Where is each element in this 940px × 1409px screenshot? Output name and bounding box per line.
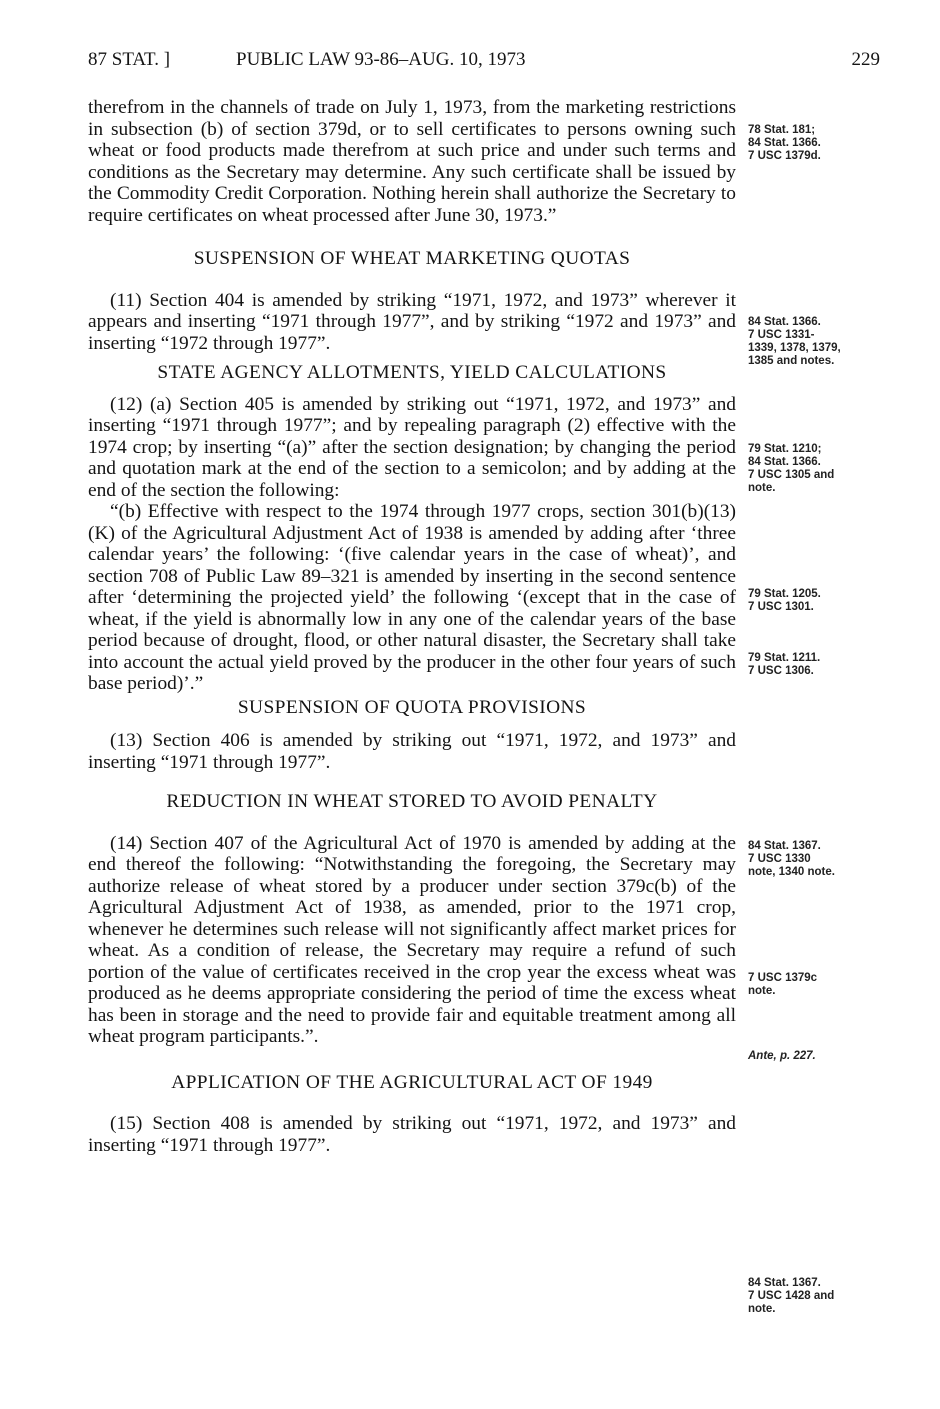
- paragraph-11: (11) Section 404 is amended by striking “1971, 1972, and 1973” wherever it appears and inserting “1971 through 1977”, and by striking “1972 and 1973” and inserting “1972 through 1977”.: [88, 289, 736, 354]
- paragraph-intro: therefrom in the channels of trade on July 1, 1973, from the marketing restrictions in subsection (b) of section 379d, or to sell certificates to persons owning such wheat or food products made therefrom at such price and under such terms and conditions as the Secretary may determine. Any such certificate shall be issued by the Commodity Credit Corporation. Nothing herein shall authorize the Secretary to require certificates on wheat processed after June 30, 1973.”: [88, 97, 736, 226]
- header-statute-volume: 87 STAT. ]: [88, 49, 171, 70]
- paragraph-15: (15) Section 408 is amended by striking out “1971, 1972, and 1973” and inserting “1971 through 1977”.: [88, 1113, 736, 1156]
- page-number: 229: [851, 49, 880, 70]
- paragraph-14: (14) Section 407 of the Agricultural Act of 1970 is amended by adding at the end thereof the following: “Notwithstanding the foregoing, the Secretary may authorize release of wheat stored by a producer under section 379c(b) of the Agricultural Adjustment Act of 1938, as amended, prior to the 1971 crop, whenever he determines such release will not significantly affect market prices for wheat. As a condition of release, the Secretary may require a refund of such portion of the value of certificates received in the crop year the excess wheat was produced as he deems appropriate considering the period of time the excess wheat has been in storage and the need to provide fair and equitable treatment among all wheat program participants.”.: [88, 832, 736, 1047]
- margin-note-84-stat-1367: 84 Stat. 1367. 7 USC 1330 note, 1340 note.: [748, 840, 835, 878]
- header-title: PUBLIC LAW 93-86–AUG. 10, 1973: [236, 49, 526, 70]
- heading-reduction-wheat-stored: REDUCTION IN WHEAT STORED TO AVOID PENALTY: [166, 791, 658, 812]
- page-header: [88, 49, 880, 73]
- heading-suspension-wheat-marketing-quotas: SUSPENSION OF WHEAT MARKETING QUOTAS: [193, 248, 631, 269]
- margin-note-84-stat-1366: 84 Stat. 1366. 7 USC 1331- 1339, 1378, 1379, 1385 and notes.: [748, 316, 841, 367]
- margin-note-ante-p-227: Ante, p. 227.: [748, 1050, 816, 1062]
- paragraph-12b: “(b) Effective with respect to the 1974 through 1977 crops, section 301(b)(13)(K) of the Agricultural Adjustment Act of 1938 is amended by adding after ‘three calendar years’ the following: ‘(five calendar years in the case of wheat)’, and section 708 of Public Law 89–321 is amended by inserting in the second sentence after ‘determining the projected yield’ the following ‘(except that in the case of wheat, if the yield is abnormally low in any one of the calendar years of the base period because of drought, flood, or other natural disaster, the Secretary shall take into account the actual yield proved by the producer in the other four years of such base period)’.”: [88, 501, 736, 694]
- margin-note-7-usc-1379c: 7 USC 1379c note.: [748, 972, 818, 997]
- margin-note-79-stat-1211: 79 Stat. 1211. 7 USC 1306.: [748, 652, 821, 677]
- margin-note-78-stat-181: 78 Stat. 181; 84 Stat. 1366. 7 USC 1379d.: [748, 124, 821, 162]
- margin-note-7-usc-1428: 84 Stat. 1367. 7 USC 1428 and note.: [748, 1277, 835, 1315]
- margin-note-79-stat-1205: 79 Stat. 1205. 7 USC 1301.: [748, 588, 821, 613]
- heading-state-agency-allotments: STATE AGENCY ALLOTMENTS, YIELD CALCULATIONS: [157, 362, 667, 383]
- margin-note-79-stat-1210: 79 Stat. 1210; 84 Stat. 1366. 7 USC 1305 and note.: [748, 443, 835, 494]
- paragraph-13: (13) Section 406 is amended by striking out “1971, 1972, and 1973” and inserting “1971 through 1977”.: [88, 730, 736, 773]
- body-text: [88, 97, 736, 1156]
- heading-application-agricultural-act: APPLICATION OF THE AGRICULTURAL ACT OF 1949: [171, 1071, 653, 1093]
- heading-suspension-quota-provisions: SUSPENSION OF QUOTA PROVISIONS: [237, 696, 587, 718]
- paragraph-12a: (12) (a) Section 405 is amended by striking out “1971, 1972, and 1973” and inserting “1971 through 1977”; and by repealing paragraph (2) effective with the 1974 crop; by inserting “(a)” after the section designation; by changing the period and quotation mark at the end of the section to a semicolon; and by adding at the end of the section the following:: [88, 393, 736, 501]
